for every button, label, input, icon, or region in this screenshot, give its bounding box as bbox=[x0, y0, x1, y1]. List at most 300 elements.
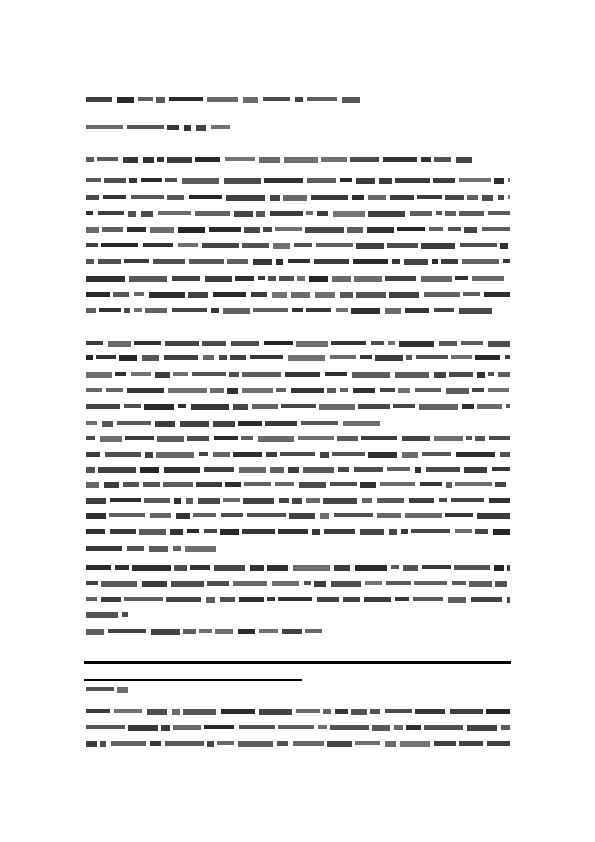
text-word-glyphs bbox=[413, 597, 443, 601]
text-word-glyphs bbox=[86, 546, 122, 551]
text-word-glyphs bbox=[101, 243, 138, 247]
text-word-glyphs bbox=[199, 629, 212, 633]
text-word-glyphs bbox=[270, 467, 284, 473]
text-word-glyphs bbox=[205, 276, 232, 282]
text-word-glyphs bbox=[221, 513, 243, 517]
text-word-glyphs bbox=[493, 529, 510, 535]
text-word-glyphs bbox=[379, 178, 392, 184]
text-word-glyphs bbox=[221, 709, 255, 714]
text-word-glyphs bbox=[176, 513, 190, 519]
text-word-glyphs bbox=[415, 388, 441, 392]
text-word-glyphs bbox=[377, 498, 404, 503]
text-word-glyphs bbox=[124, 404, 141, 408]
text-word-glyphs bbox=[358, 404, 390, 409]
text-word-glyphs bbox=[161, 725, 170, 731]
text-line bbox=[86, 612, 128, 618]
text-word-glyphs bbox=[134, 341, 161, 345]
text-word-glyphs bbox=[104, 482, 119, 488]
text-word-glyphs bbox=[127, 125, 164, 129]
text-word-glyphs bbox=[320, 513, 329, 519]
text-word-glyphs bbox=[389, 292, 419, 298]
text-word-glyphs bbox=[239, 597, 264, 602]
text-line bbox=[86, 308, 492, 314]
text-line bbox=[86, 211, 510, 217]
text-word-glyphs bbox=[463, 292, 480, 296]
text-word-glyphs bbox=[424, 725, 463, 730]
text-word-glyphs bbox=[445, 195, 464, 200]
text-word-glyphs bbox=[459, 211, 484, 216]
text-word-glyphs bbox=[166, 597, 201, 602]
text-word-glyphs bbox=[142, 355, 159, 361]
text-word-glyphs bbox=[272, 292, 287, 298]
text-word-glyphs bbox=[86, 581, 98, 585]
text-word-glyphs bbox=[242, 372, 281, 377]
text-word-glyphs bbox=[86, 513, 106, 519]
text-word-glyphs bbox=[299, 482, 326, 488]
text-word-glyphs bbox=[131, 195, 164, 199]
text-word-glyphs bbox=[314, 581, 326, 587]
text-word-glyphs bbox=[459, 741, 483, 746]
text-word-glyphs bbox=[129, 276, 167, 282]
text-word-glyphs bbox=[207, 97, 238, 102]
footnote-line bbox=[86, 709, 510, 715]
text-word-glyphs bbox=[367, 227, 394, 233]
text-word-glyphs bbox=[279, 276, 294, 281]
text-word-glyphs bbox=[110, 498, 141, 502]
text-word-glyphs bbox=[292, 498, 302, 504]
text-word-glyphs bbox=[422, 565, 451, 569]
text-word-glyphs bbox=[204, 467, 234, 472]
text-line bbox=[86, 243, 510, 249]
text-word-glyphs bbox=[368, 195, 386, 200]
text-word-glyphs bbox=[448, 597, 466, 603]
text-word-glyphs bbox=[295, 97, 303, 102]
text-word-glyphs bbox=[127, 227, 146, 232]
text-word-glyphs bbox=[354, 276, 382, 282]
text-line bbox=[86, 482, 510, 488]
text-word-glyphs bbox=[317, 211, 328, 216]
text-word-glyphs bbox=[86, 157, 94, 162]
text-word-glyphs bbox=[253, 259, 272, 265]
text-word-glyphs bbox=[217, 741, 234, 745]
text-word-glyphs bbox=[296, 709, 320, 713]
text-word-glyphs bbox=[486, 709, 510, 714]
text-word-glyphs bbox=[172, 276, 200, 281]
text-word-glyphs bbox=[398, 388, 410, 393]
text-word-glyphs bbox=[86, 436, 95, 440]
text-word-glyphs bbox=[191, 404, 229, 410]
text-word-glyphs bbox=[110, 529, 136, 534]
text-word-glyphs bbox=[354, 467, 383, 472]
text-word-glyphs bbox=[145, 308, 167, 313]
text-word-glyphs bbox=[451, 355, 472, 359]
text-word-glyphs bbox=[303, 467, 334, 473]
text-word-glyphs bbox=[421, 276, 452, 282]
text-word-glyphs bbox=[377, 513, 401, 518]
text-line bbox=[86, 546, 216, 552]
text-word-glyphs bbox=[138, 97, 153, 101]
text-word-glyphs bbox=[266, 452, 277, 457]
text-word-glyphs bbox=[264, 178, 303, 183]
text-word-glyphs bbox=[352, 195, 364, 200]
text-word-glyphs bbox=[195, 157, 220, 162]
text-word-glyphs bbox=[204, 529, 217, 533]
text-word-glyphs bbox=[392, 259, 400, 264]
text-word-glyphs bbox=[417, 195, 442, 199]
text-word-glyphs bbox=[340, 388, 348, 392]
text-word-glyphs bbox=[293, 741, 324, 746]
text-word-glyphs bbox=[489, 436, 510, 440]
text-word-glyphs bbox=[281, 404, 316, 408]
text-word-glyphs bbox=[100, 436, 122, 442]
text-word-glyphs bbox=[395, 597, 409, 601]
text-word-glyphs bbox=[243, 498, 274, 504]
text-word-glyphs bbox=[278, 597, 312, 601]
text-word-glyphs bbox=[122, 612, 128, 617]
text-word-glyphs bbox=[214, 436, 238, 440]
text-word-glyphs bbox=[173, 725, 201, 730]
text-word-glyphs bbox=[410, 211, 432, 216]
text-word-glyphs bbox=[229, 372, 239, 377]
text-word-glyphs bbox=[188, 292, 208, 298]
text-word-glyphs bbox=[471, 597, 502, 602]
text-word-glyphs bbox=[320, 452, 329, 458]
text-word-glyphs bbox=[165, 341, 199, 346]
text-word-glyphs bbox=[288, 259, 310, 263]
text-word-glyphs bbox=[395, 372, 429, 378]
text-word-glyphs bbox=[445, 513, 473, 517]
text-word-glyphs bbox=[469, 581, 492, 587]
paragraph-4-line bbox=[86, 565, 510, 571]
text-word-glyphs bbox=[143, 482, 160, 487]
text-word-glyphs bbox=[170, 529, 183, 535]
text-word-glyphs bbox=[414, 581, 447, 585]
text-word-glyphs bbox=[432, 259, 438, 264]
text-word-glyphs bbox=[482, 227, 510, 231]
text-word-glyphs bbox=[288, 355, 325, 361]
text-word-glyphs bbox=[495, 482, 506, 487]
text-word-glyphs bbox=[86, 482, 99, 488]
text-word-glyphs bbox=[239, 467, 266, 473]
text-word-glyphs bbox=[352, 372, 390, 378]
text-word-glyphs bbox=[355, 741, 380, 745]
text-word-glyphs bbox=[317, 597, 339, 602]
text-word-glyphs bbox=[434, 157, 451, 162]
text-word-glyphs bbox=[297, 276, 305, 281]
text-word-glyphs bbox=[204, 725, 234, 729]
text-word-glyphs bbox=[375, 355, 403, 361]
text-word-glyphs bbox=[494, 565, 504, 571]
text-word-glyphs bbox=[507, 597, 510, 603]
text-word-glyphs bbox=[272, 581, 299, 586]
text-word-glyphs bbox=[168, 388, 207, 393]
text-word-glyphs bbox=[368, 211, 405, 217]
text-word-glyphs bbox=[178, 227, 205, 233]
text-word-glyphs bbox=[100, 741, 106, 747]
text-word-glyphs bbox=[96, 355, 116, 359]
text-word-glyphs bbox=[145, 452, 153, 458]
text-word-glyphs bbox=[462, 259, 499, 264]
text-word-glyphs bbox=[501, 725, 510, 730]
text-word-glyphs bbox=[214, 565, 245, 571]
text-word-glyphs bbox=[171, 581, 204, 587]
text-word-glyphs bbox=[230, 355, 246, 360]
text-word-glyphs bbox=[360, 355, 372, 359]
text-word-glyphs bbox=[220, 597, 235, 602]
text-line bbox=[86, 581, 510, 587]
text-word-glyphs bbox=[282, 629, 302, 634]
text-word-glyphs bbox=[86, 341, 103, 345]
text-word-glyphs bbox=[150, 741, 161, 746]
text-word-glyphs bbox=[330, 482, 357, 486]
text-word-glyphs bbox=[227, 259, 248, 264]
text-word-glyphs bbox=[424, 292, 460, 297]
text-word-glyphs bbox=[415, 467, 421, 473]
text-word-glyphs bbox=[506, 404, 510, 408]
text-word-glyphs bbox=[472, 388, 484, 392]
text-word-glyphs bbox=[284, 157, 318, 163]
text-word-glyphs bbox=[223, 498, 240, 502]
text-word-glyphs bbox=[380, 388, 395, 392]
text-word-glyphs bbox=[402, 436, 430, 441]
text-word-glyphs bbox=[256, 211, 265, 217]
text-word-glyphs bbox=[459, 308, 492, 314]
text-word-glyphs bbox=[395, 178, 430, 183]
text-word-glyphs bbox=[332, 452, 365, 456]
text-word-glyphs bbox=[153, 259, 185, 264]
text-word-glyphs bbox=[406, 355, 412, 360]
text-word-glyphs bbox=[467, 725, 497, 731]
text-word-glyphs bbox=[86, 612, 118, 618]
text-word-glyphs bbox=[385, 709, 412, 713]
text-word-glyphs bbox=[472, 276, 504, 281]
text-word-glyphs bbox=[143, 157, 154, 163]
text-word-glyphs bbox=[353, 388, 375, 393]
text-word-glyphs bbox=[238, 629, 255, 634]
text-word-glyphs bbox=[338, 467, 349, 472]
text-word-glyphs bbox=[134, 292, 144, 296]
text-word-glyphs bbox=[125, 436, 154, 440]
text-word-glyphs bbox=[283, 195, 307, 201]
text-word-glyphs bbox=[380, 482, 415, 486]
text-word-glyphs bbox=[124, 259, 149, 263]
text-word-glyphs bbox=[169, 97, 203, 101]
text-word-glyphs bbox=[507, 565, 510, 571]
text-word-glyphs bbox=[104, 178, 126, 183]
text-word-glyphs bbox=[265, 421, 297, 426]
text-word-glyphs bbox=[183, 629, 196, 634]
text-word-glyphs bbox=[307, 97, 337, 101]
text-word-glyphs bbox=[134, 308, 142, 312]
text-line bbox=[86, 372, 510, 378]
text-word-glyphs bbox=[356, 292, 386, 298]
text-word-glyphs bbox=[365, 581, 382, 585]
text-word-glyphs bbox=[296, 341, 328, 347]
text-word-glyphs bbox=[316, 243, 353, 247]
text-word-glyphs bbox=[325, 372, 347, 376]
text-word-glyphs bbox=[98, 467, 136, 473]
text-word-glyphs bbox=[115, 372, 126, 376]
text-word-glyphs bbox=[273, 243, 290, 249]
text-word-glyphs bbox=[167, 195, 184, 200]
text-word-glyphs bbox=[105, 452, 141, 457]
text-word-glyphs bbox=[278, 725, 314, 729]
text-word-glyphs bbox=[219, 355, 227, 360]
text-word-glyphs bbox=[235, 276, 254, 281]
text-word-glyphs bbox=[445, 211, 456, 216]
text-word-glyphs bbox=[356, 178, 375, 184]
text-word-glyphs bbox=[385, 308, 401, 314]
text-word-glyphs bbox=[147, 709, 167, 715]
text-word-glyphs bbox=[86, 725, 125, 729]
text-word-glyphs bbox=[494, 178, 504, 184]
text-word-glyphs bbox=[244, 482, 271, 486]
text-word-glyphs bbox=[441, 259, 458, 264]
text-word-glyphs bbox=[178, 404, 186, 408]
text-word-glyphs bbox=[331, 341, 366, 345]
paragraph-3-line bbox=[86, 436, 510, 442]
text-line bbox=[86, 404, 510, 410]
text-word-glyphs bbox=[167, 125, 179, 130]
text-word-glyphs bbox=[202, 341, 226, 346]
text-word-glyphs bbox=[196, 482, 222, 487]
text-word-glyphs bbox=[132, 565, 171, 571]
text-word-glyphs bbox=[361, 436, 397, 440]
text-word-glyphs bbox=[86, 227, 99, 233]
text-word-glyphs bbox=[227, 388, 238, 394]
text-word-glyphs bbox=[108, 629, 146, 633]
text-word-glyphs bbox=[108, 341, 131, 347]
text-word-glyphs bbox=[164, 467, 200, 473]
text-word-glyphs bbox=[292, 308, 303, 312]
text-word-glyphs bbox=[475, 355, 500, 360]
text-word-glyphs bbox=[178, 243, 198, 247]
text-word-glyphs bbox=[86, 195, 99, 200]
text-word-glyphs bbox=[156, 97, 165, 103]
text-word-glyphs bbox=[119, 355, 137, 361]
text-word-glyphs bbox=[498, 372, 510, 377]
text-word-glyphs bbox=[331, 581, 361, 587]
text-word-glyphs bbox=[183, 709, 216, 715]
text-word-glyphs bbox=[456, 452, 495, 457]
text-word-glyphs bbox=[391, 565, 399, 569]
text-word-glyphs bbox=[127, 388, 164, 393]
text-word-glyphs bbox=[393, 404, 415, 408]
text-word-glyphs bbox=[466, 436, 472, 440]
text-word-glyphs bbox=[173, 372, 188, 376]
text-word-glyphs bbox=[488, 372, 494, 376]
subheading-line bbox=[86, 125, 230, 131]
text-word-glyphs bbox=[231, 341, 259, 346]
text-word-glyphs bbox=[250, 565, 264, 571]
text-word-glyphs bbox=[173, 546, 181, 551]
text-line bbox=[86, 178, 510, 184]
text-word-glyphs bbox=[293, 565, 330, 571]
text-word-glyphs bbox=[385, 276, 416, 281]
text-word-glyphs bbox=[111, 741, 146, 746]
text-word-glyphs bbox=[192, 372, 226, 376]
text-word-glyphs bbox=[195, 211, 230, 216]
text-word-glyphs bbox=[306, 211, 313, 215]
text-word-glyphs bbox=[434, 741, 456, 746]
text-line bbox=[86, 452, 510, 458]
text-word-glyphs bbox=[498, 195, 504, 200]
text-word-glyphs bbox=[327, 741, 352, 747]
text-word-glyphs bbox=[98, 259, 121, 264]
text-word-glyphs bbox=[144, 498, 170, 503]
text-word-glyphs bbox=[368, 452, 397, 458]
text-word-glyphs bbox=[210, 388, 224, 393]
text-word-glyphs bbox=[86, 404, 120, 409]
text-word-glyphs bbox=[242, 388, 273, 393]
text-word-glyphs bbox=[360, 529, 384, 535]
text-word-glyphs bbox=[420, 482, 442, 486]
text-word-glyphs bbox=[86, 372, 112, 378]
text-word-glyphs bbox=[86, 629, 104, 635]
text-word-glyphs bbox=[103, 195, 126, 199]
text-line bbox=[86, 513, 510, 519]
text-word-glyphs bbox=[311, 195, 348, 200]
text-word-glyphs bbox=[406, 725, 421, 730]
text-word-glyphs bbox=[439, 341, 457, 346]
text-word-glyphs bbox=[189, 259, 224, 264]
text-word-glyphs bbox=[86, 467, 95, 473]
text-word-glyphs bbox=[275, 482, 294, 486]
text-word-glyphs bbox=[403, 565, 418, 571]
text-word-glyphs bbox=[155, 372, 170, 378]
text-word-glyphs bbox=[86, 178, 101, 182]
text-word-glyphs bbox=[143, 243, 173, 247]
text-word-glyphs bbox=[356, 243, 384, 249]
text-word-glyphs bbox=[455, 276, 468, 280]
text-word-glyphs bbox=[243, 97, 258, 103]
text-word-glyphs bbox=[267, 597, 275, 601]
text-word-glyphs bbox=[263, 227, 272, 232]
text-word-glyphs bbox=[446, 482, 452, 488]
text-word-glyphs bbox=[189, 195, 222, 199]
text-word-glyphs bbox=[149, 292, 185, 298]
text-word-glyphs bbox=[411, 529, 450, 533]
text-word-glyphs bbox=[193, 513, 216, 517]
text-line bbox=[86, 276, 510, 282]
text-word-glyphs bbox=[309, 276, 328, 282]
text-word-glyphs bbox=[500, 243, 508, 249]
text-line bbox=[86, 355, 510, 361]
text-word-glyphs bbox=[242, 243, 269, 248]
text-word-glyphs bbox=[355, 565, 387, 571]
text-word-glyphs bbox=[415, 709, 445, 714]
text-word-glyphs bbox=[259, 157, 280, 163]
text-word-glyphs bbox=[433, 178, 455, 183]
text-word-glyphs bbox=[503, 259, 510, 263]
text-word-glyphs bbox=[436, 211, 442, 215]
footnote-separator-thick bbox=[84, 661, 511, 664]
text-word-glyphs bbox=[289, 513, 315, 519]
text-line bbox=[86, 388, 510, 394]
text-word-glyphs bbox=[307, 178, 336, 183]
text-word-glyphs bbox=[399, 341, 434, 347]
text-word-glyphs bbox=[167, 157, 192, 163]
text-word-glyphs bbox=[117, 421, 151, 425]
text-word-glyphs bbox=[451, 498, 484, 502]
text-word-glyphs bbox=[86, 125, 123, 129]
text-word-glyphs bbox=[400, 741, 430, 747]
text-word-glyphs bbox=[279, 498, 289, 503]
text-word-glyphs bbox=[207, 741, 214, 747]
text-word-glyphs bbox=[312, 529, 320, 535]
text-line bbox=[86, 529, 510, 535]
text-word-glyphs bbox=[101, 581, 137, 587]
